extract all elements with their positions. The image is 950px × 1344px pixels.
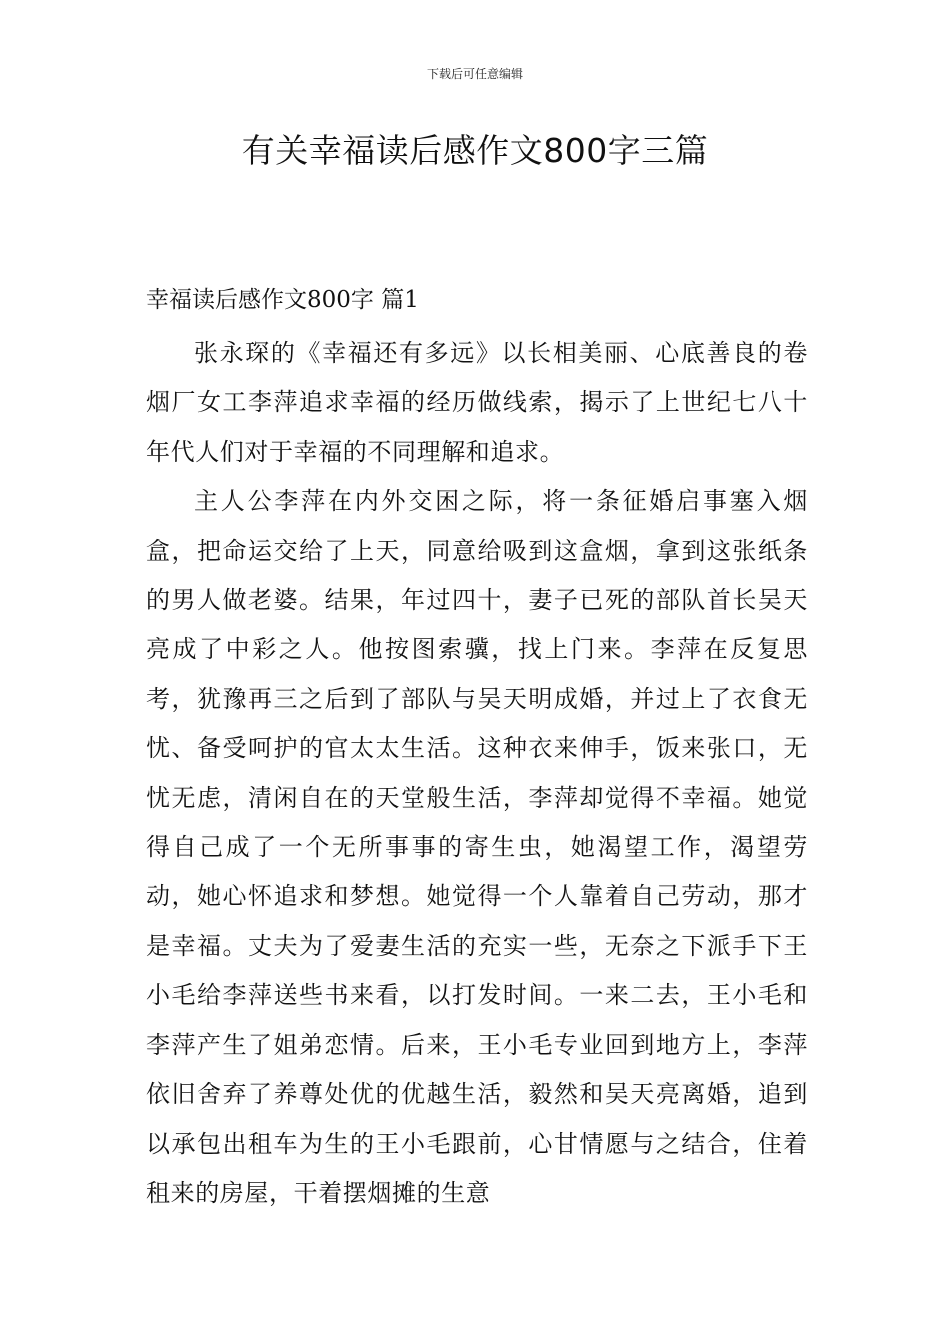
paragraph: 张永琛的《幸福还有多远》以长相美丽、心底善良的卷烟厂女工李萍追求幸福的经历做线索，揭示了上世纪七八十年代人们对于幸福的不同理解和追求。 (146, 339, 808, 466)
document-title: 有关幸福读后感作文800字三篇 (241, 131, 709, 170)
paragraph: 主人公李萍在内外交困之际，将一条征婚启事塞入烟盒，把命运交给了上天，同意给吸到这盒烟，拿到这张纸条的男人做老婆。结果，年过四十，妻子已死的部队首长吴天亮成了中彩之人。他按图索骥，找上门来。李萍在反复思考，犹豫再三之后到了部队与吴天明成婚，并过上了衣食无忧、备受呵护的官太太生活。这种衣来伸手，饭来张口，无忧无虑，清闲自在的天堂般生活，李萍却觉得不幸福。她觉得自己成了一个无所事事的寄生虫，她渴望工作，渴望劳动，她心怀追求和梦想。她觉得一个人靠着自己劳动，那才是幸福。丈夫为了爱妻生活的充实一些，无奈之下派手下王小毛给李萍送些书来看，以打发时间。一来二去，王小毛和李萍产生了姐弟恋情。后来，王小毛专业回到地方上，李萍依旧舍弃了养尊处优的优越生活，毅然和吴天亮离婚，追到以承包出租车为生的王小毛跟前，心甘情愿与之结合，住着租来的房屋，干着摆烟摊的生意 (146, 487, 808, 1207)
document-body (146, 280, 808, 1218)
header-note: 下载后可任意编辑 (426, 67, 523, 81)
section-heading: 幸福读后感作文800字 篇1 (146, 287, 419, 313)
